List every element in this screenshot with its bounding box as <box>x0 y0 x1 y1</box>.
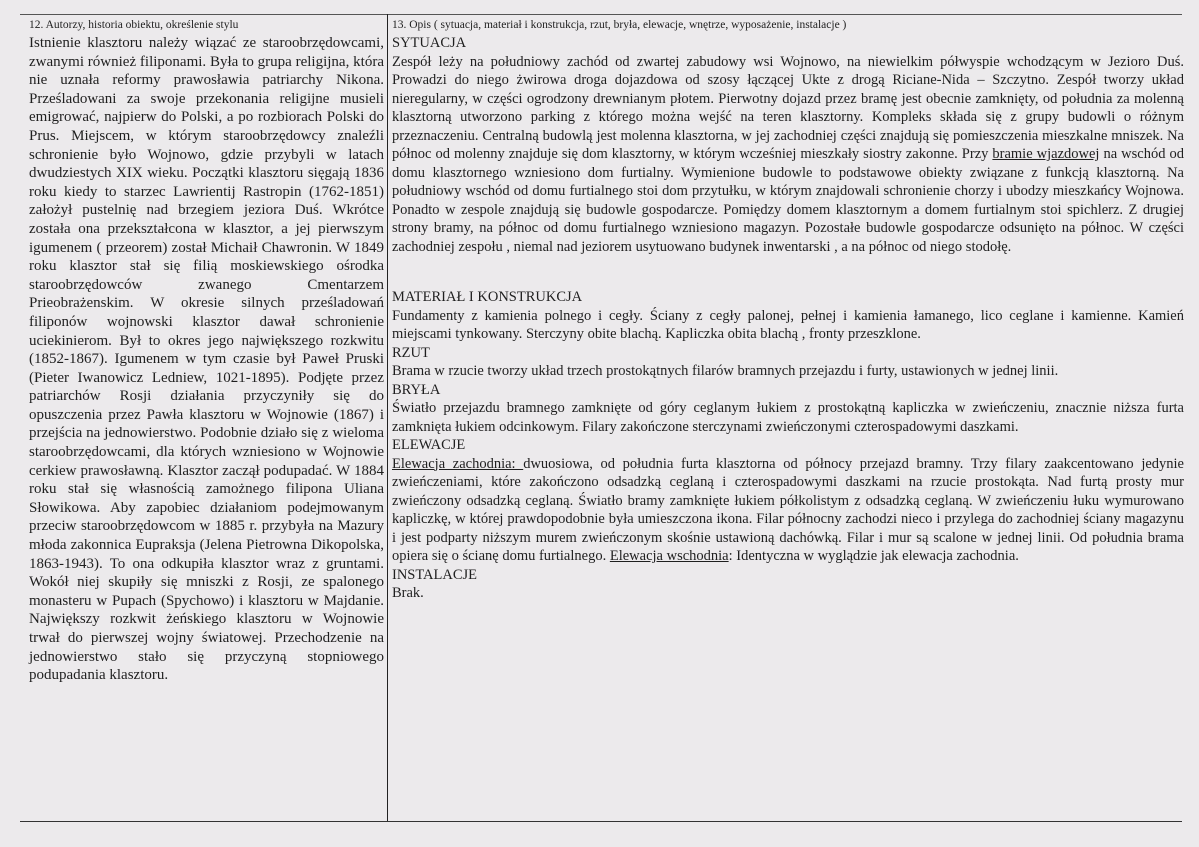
description-column <box>392 16 1184 603</box>
west-elevation-text: dwuosiowa, od południa furta klasztorna od północy przejazd bramny. Trzy filary zaakcentowano jedynie zwieńczeniami, które zakończono odsadzką ceglaną i czterospadowymi daszkami na rzucie prostokąta. Nad furtą prosty mur zwieńczony odsadzką ceglaną. Światło bramy zamknięte łukiem półkolistym z odsadzką ceglaną. W zwieńczeniu łuku wymurowano kapliczkę, w której prawdopodobnie była umieszczona ikona. Filar północny zachodzi nieco i przylega do zachodniej ściany magazynu i jest podparty niższym murem zwieńczonym skośnie ustawioną dachówką. Filar i mur są scalone w jednej linii. Od południa brama opiera się o ścianę domu furtialnego. <box>392 455 1184 564</box>
section-title-instalacje: INSTALACJE <box>392 566 478 583</box>
gate-term: bramie wjazdowej <box>992 146 1100 162</box>
west-elevation-label: Elewacja zachodnia: <box>392 455 524 472</box>
section-title-elewacje: ELEWACJE <box>392 437 466 453</box>
bottom-rule <box>20 821 1182 822</box>
section-gap <box>392 256 1184 288</box>
sytuacja-text <box>392 53 1184 257</box>
section-title-material: MATERIAŁ I KONSTRUKCJA <box>392 289 583 305</box>
description-header: 13. Opis ( sytuacja, materiał i konstrukcja, rzut, bryła, elewacje, wnętrze, wyposażenie, instalacje ) <box>392 19 847 31</box>
material-text: Fundamenty z kamienia polnego i cegły. Ściany z cegły palonej, pełnej i kamienia łamanego, lico ceglane i kamienne. Kamień miejscami tynkowany. Sterczyny obite blachą. Kapliczka obita blachą , fronty przeszklone. <box>392 307 1184 342</box>
bryla-text: Światło przejazdu bramnego zamknięte od góry ceglanym łukiem z prostokątną kapliczka w zwieńczeniu, znacznie niższa furta zamknięta łukiem odcinkowym. Filary zakończone sterczynami zwieńczonymi czterospadowymi daszkami. <box>392 400 1184 435</box>
section-title-sytuacja: SYTUACJA <box>392 35 467 51</box>
section-title-rzut: RZUT <box>392 344 430 361</box>
east-elevation-label: Elewacja wschodnia <box>609 548 729 564</box>
sytuacja-text-2: na wschód od domu klasztornego wzniesiono dom furtialny. Wymienione budowle to podstawowe obiekty związane z funkcją klasztorną. Na południowy wschód od domu furtialnego stoi dom przytułku, w którym znajdowali schronienie chorzy i ubodzy mieszkańcy Wojnowa. Ponadto w zespole znajdują się budowle gospodarcze. Pomiędzy domem klasztornym a domem furtialnym stoi spichlerz. Z drugiej strony bramy, na północ od domu furtialnego wzniesiono magazyn. Pozostałe budowle gospodarcze odsunięto na północ. W części zachodniej zespołu , niemal nad jeziorem usytuowano budynek inwentarski , a na północ od niego stodołę. <box>392 146 1184 255</box>
history-header: 12. Autorzy, historia obiektu, określenie stylu <box>29 19 239 31</box>
rzut-text: Brama w rzucie tworzy układ trzech prostokątnych filarów bramnych przejazdu i furty, ustawionych w jednej linii. <box>392 363 1059 379</box>
east-elevation-text: : Identyczna w wyglądzie jak elewacja zachodnia. <box>728 548 1019 564</box>
instalacje-text: Brak. <box>392 585 424 601</box>
elewacje-text <box>392 455 1184 566</box>
column-divider <box>387 14 388 822</box>
history-column <box>29 16 384 685</box>
sytuacja-text-1: Zespół leży na południowy zachód od zwartej zabudowy wsi Wojnowo, na niewielkim półwyspie wchodzącym w Jezioro Duś. Prowadzi do niego żwirowa droga dojazdowa od szosy łączącej Ukte z drogą Riciane-Nida – Szczytno. Zespół tworzy układ nieregularny, w części ogrodzony drewnianym płotem. Pierwotny dojazd przez bramę jest obecnie zamknięty, od południa za molenną klasztorną utworzono parking z którego można wejść na teren klasztorny. Kompleks składa się z grupy budowli o różnym przeznaczeniu. Centralną budowlą jest molenna klasztorna, w jej zachodniej części znajdują się pomieszczenia mieszkalne mniszek. Na północ od molenny znajduje się dom klasztorny, w którym wcześniej mieszkały siostry zakonne. Przy <box>392 53 1184 162</box>
section-title-bryla: BRYŁA <box>392 381 441 398</box>
top-rule <box>20 14 1182 15</box>
history-text: Istnienie klasztoru należy wiązać ze staroobrzędowcami, zwanymi również filiponami. Była to grupa religijna, która nie uznała reformy prawosławia patriarchy Nikona. Prześladowani za swoje przekonania religijne musieli emigrować, najpierw do Polski, a po rozbiorach Polski do Prus. Miejscem, w którym staroobrzędowcy znaleźli schronienie było Wojnowo, gdzie przybyli w latach dwudziestych XIX wieku. Początki klasztoru sięgają 1836 roku kiedy to starzec Lawrientij Rastropin (1762-1851) założył pustelnię nad brzegiem jeziora Duś. Wkrótce została ona przekształcona w klasztor, a jej pierwszym igumenem ( przeorem) został Michaił Chawronin. W 1849 roku klasztor stał się filią moskiewskiego ośrodka staroobrzędowców zwanego Cmentarzem Prieobrażenskim. W okresie silnych prześladowań filiponów wojnowski klasztor dawał schronienie uciekinierom. Był to okres jego największego rozkwitu (1852-1867). Igumenem w tym czasie był Paweł Pruski (Pieter Iwanowicz Ledniew, 1021-1895). Podjęte przez patriarchów Rosji działania przyczyniły się do opuszczenia przez Pawła klasztoru w Wojnowie (1867) i przejścia na jednowierstwo. Podobnie działo się z wieloma staroobrzędowcami, dla których wzniesiono w Wojnowie cerkiew prawosławną. Klasztor zaczął podupadać. W 1884 roku stał się własnością zamożnego filipona Uliana Słowikowa. Aby zapobiec działaniom podejmowanym przeciw staroobrzędowcom w 1885 r. przybyła na Mazury młoda zakonnica Eupraksja (Jelena Pietrowna Dikopolska, 1863-1943). To ona odkupiła klasztor wraz z gruntami. Wokół niej skupiły się mniszki z Rosji, ze spalonego monasteru w Pupach (Spychowo) i klasztoru w Majdanie. Największy rozkwit żeńskiego klasztoru w Wojnowie trwał do pierwszej wojny światowej. Przechodzenie na jednowierstwo stało się przyczyną stopniowego podupadania klasztoru. <box>29 35 384 684</box>
